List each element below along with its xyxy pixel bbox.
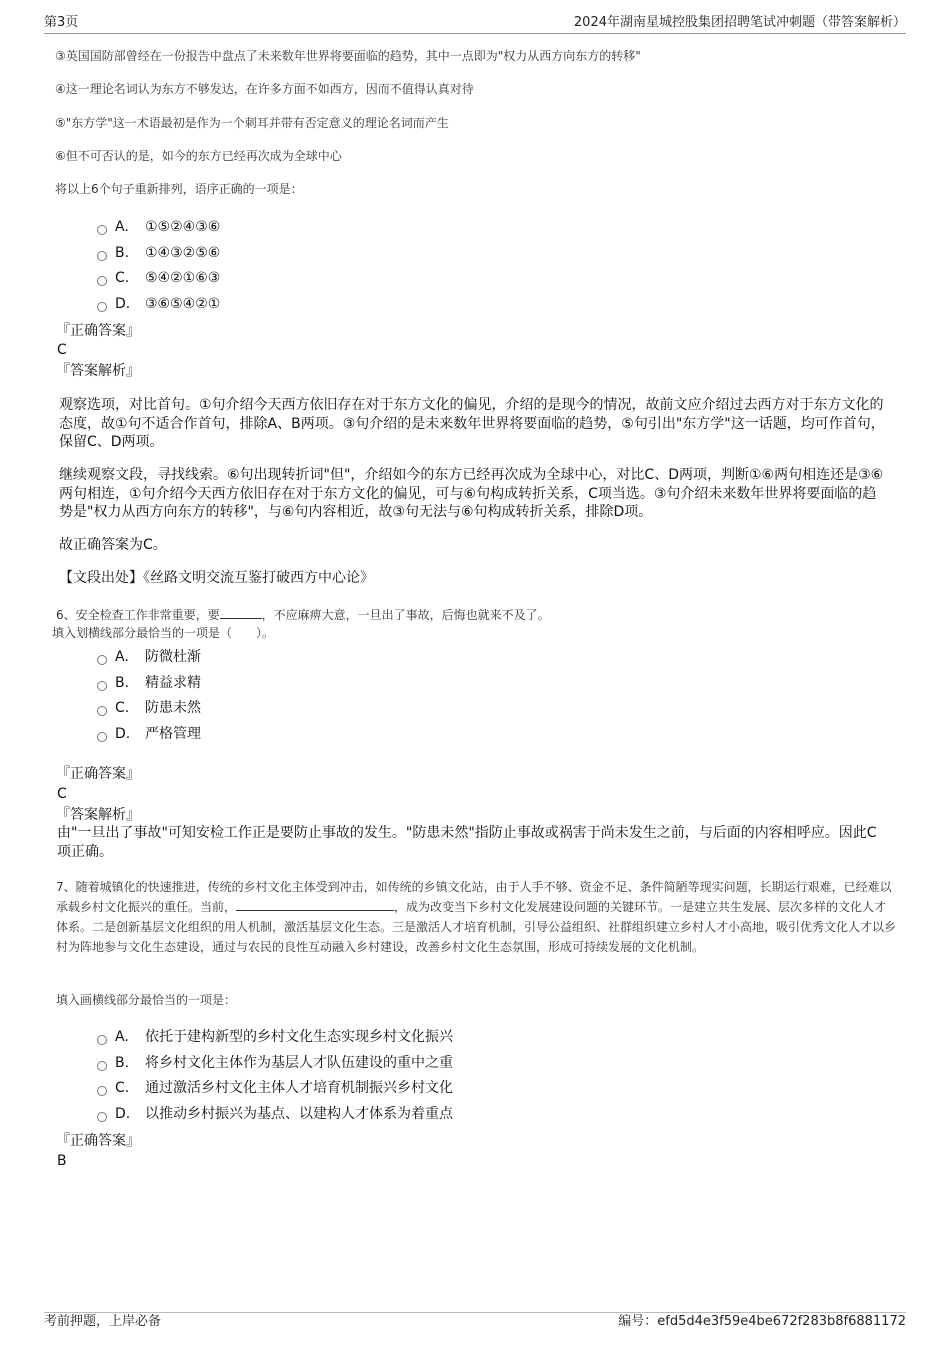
q6-stem-before: 6、安全检查工作非常重要，要 [56,608,220,622]
option-letter: D. [115,1106,131,1122]
footer-slogan: 考前押题，上岸必备 [44,1314,162,1329]
option-letter: C. [115,1080,130,1096]
option-text: ①④③②⑤⑥ [145,245,221,261]
radio-option-a[interactable] [97,655,107,665]
option-letter: A. [115,1029,129,1045]
option-letter: D. [115,296,131,312]
analysis-paragraph: 继续观察文段，寻找线索。⑥句出现转折词"但"，介绍如今的东方已经再次成为全球中心，对比C、D两项，判断①⑥两句相连还是③⑥两句相连，①句介绍今天西方依旧存在对于东方文化的偏见，可与⑥句构成转折关系，C项当选。③句介绍未来数年世界将要面临的趋势是"权力从西方向东方的转移"，与⑥句内容相近，故③句无法与⑥句构成转折关系，排除D项。 [59,467,884,520]
option-text: ⑤④②①⑥③ [145,270,221,286]
option-text: 精益求精 [145,675,201,691]
radio-option-a[interactable] [97,225,107,235]
radio-option-c[interactable] [97,706,107,716]
option-text: 严格管理 [145,726,201,742]
q7-stem-before: 7、随着城镇化的快速推进，传统的乡村文化主体受到冲击，如传统的乡镇文化站，由于人手不够、资金不足、条件简陋等现实问题，长期运行艰难，已经难以承载乡村文化振兴的重任。当前， [56,880,892,914]
sentence-5: ⑤"东方学"这一术语最初是作为一个刺耳并带有否定意义的理论名词而产生 [55,116,449,130]
fill-blank [220,608,262,619]
q7-stem [56,877,896,957]
option-text: ③⑥⑤④②① [145,296,221,312]
option-letter: C. [115,700,130,716]
source-citation: 【文段出处】《丝路文明交流互鉴打破西方中心论》 [59,570,374,586]
q6-prompt: 填入划横线部分最恰当的一项是（ ）。 [52,626,275,640]
radio-option-d[interactable] [97,732,107,742]
option-text: ①⑤②④③⑥ [145,219,221,235]
radio-option-b[interactable] [97,1061,107,1071]
document-id: 编号：efd5d4e3f59e4be672f283b8f6881172 [618,1314,906,1329]
analysis-paragraph: 由"一旦出了事故"可知安检工作正是要防止事故的发生。"防患未然"指防止事故或祸害于尚未发生之前，与后面的内容相呼应。因此C项正确。 [57,825,877,860]
analysis-label: 『答案解析』 [56,807,140,823]
answer-label: 『正确答案』 [56,766,140,782]
option-letter: D. [115,726,131,742]
option-text: 将乡村文化主体作为基层人才队伍建设的重中之重 [145,1055,453,1071]
option-text: 防微杜渐 [145,649,201,665]
document-title: 2024年湖南星城控股集团招聘笔试冲刺题（带答案解析） [573,15,906,30]
option-text: 通过激活乡村文化主体人才培育机制振兴乡村文化 [145,1080,453,1096]
answer-label: 『正确答案』 [56,323,140,339]
analysis-paragraph: 观察选项，对比首句。①句介绍今天西方依旧存在对于东方文化的偏见，介绍的是现今的情况，故前文应介绍过去西方对于东方文化的态度，故①句不适合作首句，排除A、B两项。③句介绍的是未来数年世界将要面临的趋势，⑤句引出"东方学"这一话题，均可作首句，保留C、D两项。 [59,397,885,450]
answer-value: C [57,786,67,802]
question-prompt: 将以上6个句子重新排列，语序正确的一项是： [55,182,303,196]
page-number: 第3页 [44,15,79,30]
option-letter: B. [115,675,130,691]
q7-stem-after: ，成为改变当下乡村文化发展建设问题的关键环节。一是建立共生发展、层次多样的文化人才体系。二是创新基层文化组织的用人机制，激活基层文化生态。三是激活人才培育机制，引导公益组织、社群组织建立乡村人才小高地，吸引优秀文化人才以乡村为阵地参与文化生态建设，通过与农民的良性互动融入乡村建设，改善乡村文化生态氛围，形成可持续发展的文化机制。 [56,900,897,954]
sentence-3: ③英国国防部曾经在一份报告中盘点了未来数年世界将要面临的趋势，其中一点即为"权力从西方向东方的转移" [55,49,641,63]
fill-blank [236,900,394,911]
option-text: 依托于建构新型的乡村文化生态实现乡村文化振兴 [145,1029,453,1045]
answer-value: B [57,1153,67,1169]
radio-option-b[interactable] [97,681,107,691]
radio-option-b[interactable] [97,251,107,261]
footer-divider [44,1312,906,1313]
option-text: 以推动乡村振兴为基点、以建构人才体系为着重点 [145,1106,453,1122]
radio-option-c[interactable] [97,276,107,286]
option-letter: B. [115,245,130,261]
option-text: 防患未然 [145,700,201,716]
q6-stem-after: ，不应麻痹大意，一旦出了事故，后悔也就来不及了。 [261,608,550,622]
radio-option-c[interactable] [97,1086,107,1096]
answer-value: C [57,342,67,358]
analysis-conclusion: 故正确答案为C。 [59,537,167,553]
radio-option-a[interactable] [97,1035,107,1045]
header-divider [44,33,906,34]
sentence-4: ④这一理论名词认为东方不够发达，在许多方面不如西方，因而不值得认真对待 [55,82,474,96]
answer-label: 『正确答案』 [56,1133,140,1149]
sentence-6: ⑥但不可否认的是，如今的东方已经再次成为全球中心 [55,149,342,163]
option-letter: B. [115,1055,130,1071]
analysis-label: 『答案解析』 [56,363,140,379]
option-letter: A. [115,649,129,665]
radio-option-d[interactable] [97,1112,107,1122]
q6-stem [56,608,550,621]
option-letter: C. [115,270,130,286]
option-letter: A. [115,219,129,235]
q7-prompt: 填入画横线部分最恰当的一项是： [56,993,237,1007]
radio-option-d[interactable] [97,302,107,312]
